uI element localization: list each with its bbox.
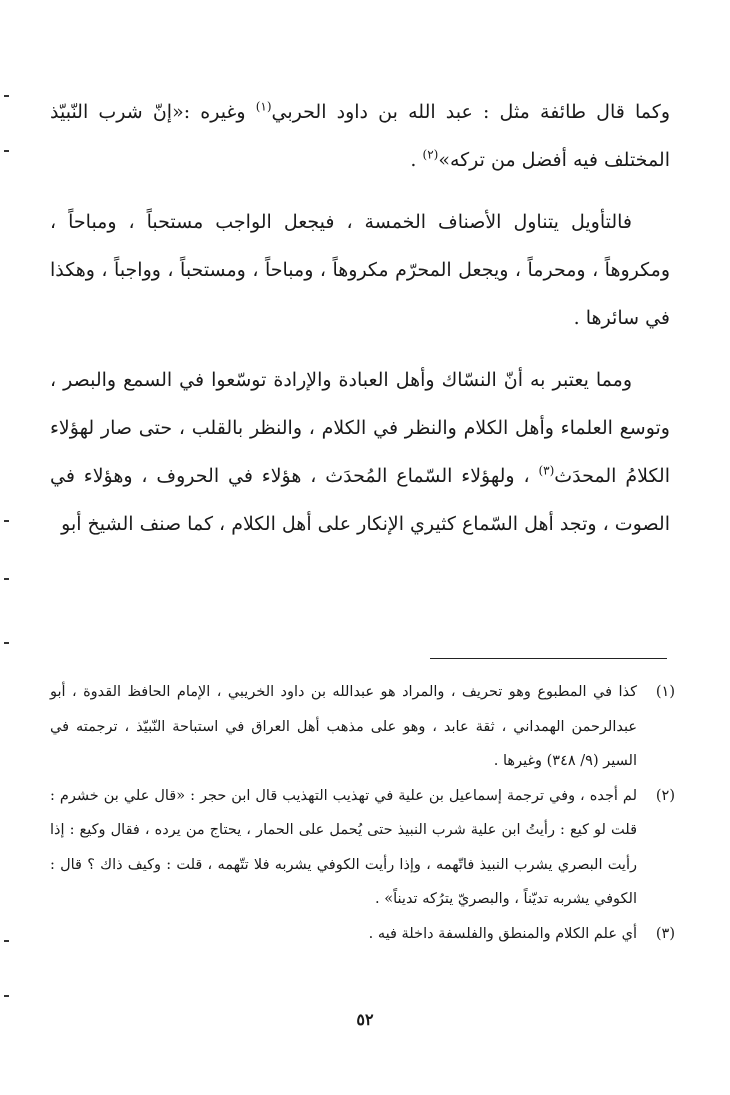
footnote-ref-3: (٣) <box>538 463 555 478</box>
footnote-text: كذا في المطبوع وهو تحريف ، والمراد هو عبدالله بن داود الخريبي ، الإمام الحافظ القدوة ، أبو عبدالرحمن الهمداني ، ثقة عابد ، وهو على مذهب أهل العراق في استباحة النّبيّذ ، ترجمته في السير (٩/ ٣٤٨) وغيرها . <box>50 684 637 769</box>
footnote-ref-2: (٢) <box>422 147 439 162</box>
margin-mark <box>4 150 9 152</box>
footnote-number: (١) <box>655 684 675 700</box>
main-text <box>50 88 670 548</box>
margin-mark <box>4 940 9 942</box>
margin-mark <box>4 995 9 997</box>
paragraph-2: فالتأويل يتناول الأصناف الخمسة ، فيجعل الواجب مستحباً ، ومباحاً ، ومكروهاً ، ومحرماً ، ويجعل المحرّم مكروهاً ، ومباحاً ، ومستحباً ، وواجباً ، وهكذا في سائرها . <box>50 211 670 329</box>
footnote-separator <box>430 658 667 659</box>
paragraph-3: ومما يعتبر به أنّ النسّاك وأهل العبادة والإرادة توسّعوا في السمع والبصر ، وتوسع العلماء وأهل الكلام والنظر في الكلام ، والنظر بالقلب ، حتى صار لهؤلاء الكلامُ المحدَث$^{(٣)}$ ، ولهؤلاء السّماع المُحدَث ، هؤلاء في الحروف ، وهؤلاء في الصوت ، وتجد أهل السّماع كثيري الإنكار على أهل الكلام ، كما صنف الشيخ أبو <box>50 369 670 535</box>
footnote-text: أي علم الكلام والمنطق والفلسفة داخلة فيه . <box>368 925 637 942</box>
margin-mark <box>4 520 9 522</box>
footnote-2 <box>50 779 675 917</box>
margin-mark <box>4 642 9 644</box>
footnote-ref-1: (١) <box>255 99 272 114</box>
footnote-number: (٢) <box>655 787 675 804</box>
margin-mark <box>4 578 9 580</box>
footnote-text: لم أجده ، وفي ترجمة إسماعيل بن علية في تهذيب التهذيب قال ابن حجر : «قال علي بن خشرم : قلت لو كيع : رأيتُ ابن علية شرب النبيذ حتى يُحمل على الحمار ، يحتاج من يرده ، فقال وكيع : إذا رأيت البصري يشرب النبيذ فاتّهمه ، وإذا رأيت الكوفي يشربه فلا تتّهمه ، قلت : وكيف ذاك ؟ قال : الكوفي يشربه تديّناً ، والبصريّ يترُكه تديناً» . <box>50 787 637 907</box>
margin-mark <box>4 95 9 97</box>
footnote-number: (٣) <box>655 925 675 942</box>
paragraph-1: وكما قال طائفة مثل : عبد الله بن داود الحربي$^{(١)}$ وغيره :«إنّ شرب النّبيّذ المختلف فيه أفضل من تركه»$^{(٢)}$ . <box>50 99 670 171</box>
footnote-1 <box>50 675 675 779</box>
page-number: ٥٢ <box>356 1010 374 1029</box>
footnote-3 <box>50 917 675 952</box>
footnotes <box>50 675 675 951</box>
